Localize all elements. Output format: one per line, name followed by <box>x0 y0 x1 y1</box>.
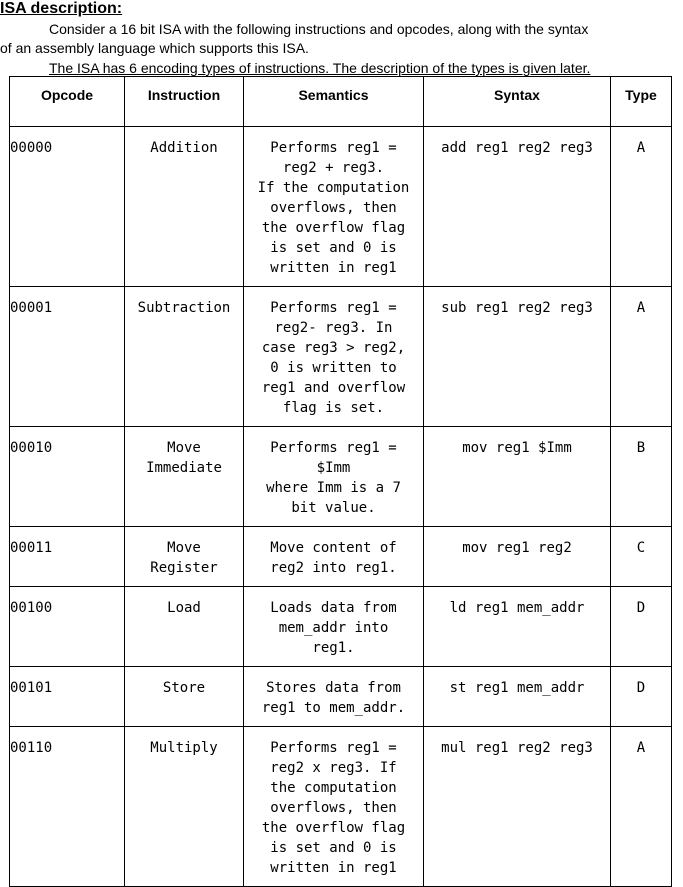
instruction-text: Load <box>167 600 201 616</box>
semantics-cell <box>244 527 424 587</box>
table-row <box>10 287 672 427</box>
syntax-cell: st reg1 mem_addr <box>424 667 611 727</box>
instruction-cell <box>125 287 244 427</box>
header-instruction: Instruction <box>125 77 244 127</box>
semantics-text: Performs reg1 = reg2- reg3. In case reg3 > reg2, 0 is written to reg1 and overflow flag is set. <box>261 300 406 416</box>
table-row <box>10 727 672 887</box>
semantics-text: Loads data from mem_addr into reg1. <box>270 600 397 656</box>
intro-line-3: The ISA has 6 encoding types of instructions. The description of the types is given later. <box>49 60 591 76</box>
syntax-cell: mul reg1 reg2 reg3 <box>424 727 611 887</box>
instruction-text: Move Register <box>150 540 218 576</box>
type-cell: D <box>611 587 672 667</box>
instruction-cell <box>125 667 244 727</box>
opcode-cell: 00010 <box>10 427 125 527</box>
instruction-cell <box>125 727 244 887</box>
syntax-cell: mov reg1 $Imm <box>424 427 611 527</box>
semantics-text: Performs reg1 = $Imm where Imm is a 7 bit value. <box>266 440 401 516</box>
semantics-cell <box>244 587 424 667</box>
semantics-cell <box>244 287 424 427</box>
semantics-text: Performs reg1 = reg2 x reg3. If the computation overflows, then the overflow flag is set and 0 is written in reg1 <box>261 740 406 876</box>
intro-line-2: of an assembly language which supports this ISA. <box>0 40 309 56</box>
semantics-cell <box>244 427 424 527</box>
type-cell: D <box>611 667 672 727</box>
syntax-cell: add reg1 reg2 reg3 <box>424 127 611 287</box>
opcode-cell: 00100 <box>10 587 125 667</box>
header-opcode: Opcode <box>10 77 125 127</box>
syntax-cell: ld reg1 mem_addr <box>424 587 611 667</box>
table-row <box>10 127 672 287</box>
instruction-cell <box>125 587 244 667</box>
type-cell: C <box>611 527 672 587</box>
syntax-cell: mov reg1 reg2 <box>424 527 611 587</box>
intro-line-1: Consider a 16 bit ISA with the following instructions and opcodes, along with the syntax <box>49 21 589 37</box>
semantics-cell <box>244 127 424 287</box>
opcode-cell: 00101 <box>10 667 125 727</box>
instruction-text: Multiply <box>150 740 218 756</box>
instruction-text: Addition <box>150 140 218 156</box>
instruction-text: Move Immediate <box>146 440 222 476</box>
instruction-cell <box>125 127 244 287</box>
opcode-cell: 00110 <box>10 727 125 887</box>
section-heading: ISA description: <box>0 0 123 17</box>
table-row <box>10 527 672 587</box>
table-row <box>10 587 672 667</box>
semantics-text: Move content of reg2 into reg1. <box>270 540 397 576</box>
syntax-cell: sub reg1 reg2 reg3 <box>424 287 611 427</box>
type-cell: A <box>611 127 672 287</box>
isa-table <box>9 76 672 887</box>
instruction-cell <box>125 527 244 587</box>
opcode-cell: 00000 <box>10 127 125 287</box>
table-row <box>10 667 672 727</box>
opcode-cell: 00011 <box>10 527 125 587</box>
type-cell: A <box>611 287 672 427</box>
table-header-row <box>10 77 672 127</box>
table-row <box>10 427 672 527</box>
type-cell: A <box>611 727 672 887</box>
instruction-cell <box>125 427 244 527</box>
instruction-text: Subtraction <box>137 300 231 316</box>
type-cell: B <box>611 427 672 527</box>
header-syntax: Syntax <box>424 77 611 127</box>
semantics-text: Stores data from reg1 to mem_addr. <box>261 680 406 716</box>
semantics-text: Performs reg1 = reg2 + reg3. If the computation overflows, then the overflow flag is set and 0 is written in reg1 <box>257 140 410 276</box>
instruction-text: Store <box>162 680 206 696</box>
header-type: Type <box>611 77 672 127</box>
header-semantics: Semantics <box>244 77 424 127</box>
opcode-cell: 00001 <box>10 287 125 427</box>
semantics-cell <box>244 727 424 887</box>
semantics-cell <box>244 667 424 727</box>
